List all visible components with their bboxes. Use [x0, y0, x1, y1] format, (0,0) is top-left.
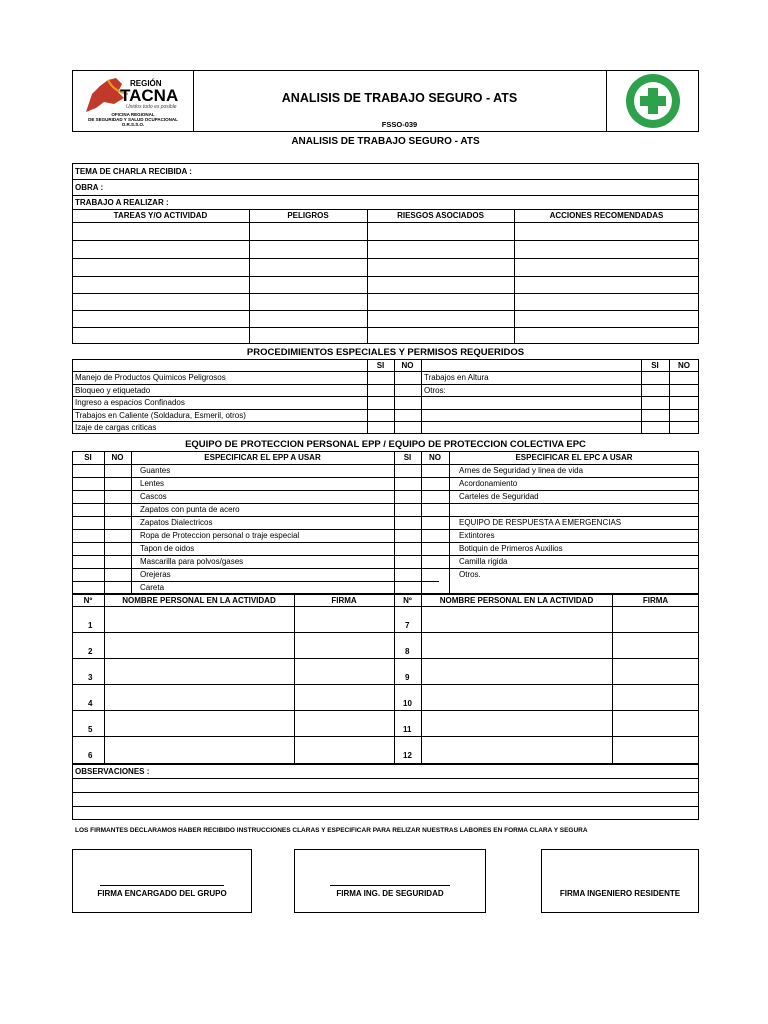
epp-title: EQUIPO DE PROTECCION PERSONAL EPP / EQUIPO DE PROTECCION COLECTIVA EPC [185, 439, 586, 450]
epp-item: Orejeras [140, 570, 171, 579]
declaration-text: LOS FIRMANTES DECLARAMOS HABER RECIBIDO INSTRUCCIONES CLARAS Y ESPECIFICAR PARA RELIZAR NUESTRAS LABORES EN FORMA CLARA Y SEGURA [75, 827, 588, 834]
epp-item: Cascos [140, 492, 167, 501]
tema-label: TEMA DE CHARLA RECIBIDA : [75, 167, 192, 176]
epp-item: Zapatos Dialectricos [140, 518, 213, 527]
procedures-title: PROCEDIMIENTOS ESPECIALES Y PERMISOS REQUERIDOS [246, 347, 525, 358]
epp-item: Mascarilla para polvos/gases [140, 557, 244, 566]
signature-box-group [72, 849, 252, 913]
procedure-item: Trabajos en Altura [424, 373, 489, 382]
row-number: 12 [403, 751, 412, 760]
epc-item: Carteles de Seguridad [459, 492, 539, 501]
epc-item: Arnes de Seguridad y linea de vida [459, 466, 584, 475]
actions-col-header: ACCIONES RECOMENDADAS [549, 211, 664, 220]
row-number: 1 [88, 621, 93, 630]
form-code: FSSO-039 [381, 120, 418, 129]
row-number: 8 [405, 647, 410, 656]
row-number: 2 [88, 647, 93, 656]
main-table-border [72, 163, 699, 344]
trabajo-label: TRABAJO A REALIZAR : [75, 198, 169, 207]
epc-item: Otros. [459, 570, 481, 579]
procedure-item: Otros: [424, 386, 446, 395]
procedure-item: Trabajos en Caliente (Soldadura, Esmeril, otros) [75, 411, 246, 420]
signature-box-engineer [541, 849, 699, 913]
epc-item: Acordonamiento [459, 479, 518, 488]
epp-item: Careta [140, 583, 165, 592]
procedure-item: Bloqueo y etiquetado [75, 386, 151, 395]
epp-item: Lentes [140, 479, 165, 488]
row-number: 3 [88, 673, 93, 682]
row-number: 9 [405, 673, 410, 682]
emergency-header: EQUIPO DE RESPUESTA A EMERGENCIAS [459, 518, 622, 527]
procedure-item: Izaje de cargas criticas [75, 423, 157, 432]
epc-header: ESPECIFICAR EL EPC A USAR [515, 453, 633, 462]
row-number: 6 [88, 751, 93, 760]
epp-item: Tapon de oidos [140, 544, 195, 553]
epc-item: Camilla rigida [459, 557, 508, 566]
procedure-item: Manejo de Productos Quimicos Peligrosos [75, 373, 226, 382]
procedure-item: Ingreso a espacios Confinados [75, 398, 185, 407]
epp-header: ESPECIFICAR EL EPP A USAR [204, 453, 321, 462]
safety-seal [618, 72, 688, 130]
hazards-col-header: PELIGROS [287, 211, 329, 220]
row-number: 10 [403, 699, 412, 708]
tacna-logo: REGIÓN TACNA Unidos todo es posible OFICINA REGIONAL DE SEGURIDAD Y SALUD OCUPACIONAL O.R.S.S.O. [74, 72, 192, 130]
row-number: 4 [88, 699, 93, 708]
epc-item: Extintores [459, 531, 495, 540]
form-subtitle: ANALISIS DE TRABAJO SEGURO - ATS [291, 136, 480, 147]
row-number: 11 [403, 725, 412, 734]
obra-label: OBRA : [75, 183, 104, 192]
epp-item: Guantes [140, 466, 171, 475]
form-title: ANALISIS DE TRABAJO SEGURO - ATS [281, 91, 518, 105]
epp-item: Ropa de Proteccion personal o traje especial [140, 531, 300, 540]
risks-col-header: RIESGOS ASOCIADOS [397, 211, 484, 220]
personnel-table [72, 594, 699, 764]
epp-item: Zapatos con punta de acero [140, 505, 240, 514]
observations-label: OBSERVACIONES : [75, 767, 150, 776]
row-number: 7 [405, 621, 410, 630]
epc-item: Botiquin de Primeros Auxilios [459, 544, 563, 553]
row-number: 5 [88, 725, 93, 734]
tasks-col-header: TAREAS Y/O ACTIVIDAD [113, 211, 208, 220]
signature-box-safety [294, 849, 486, 913]
